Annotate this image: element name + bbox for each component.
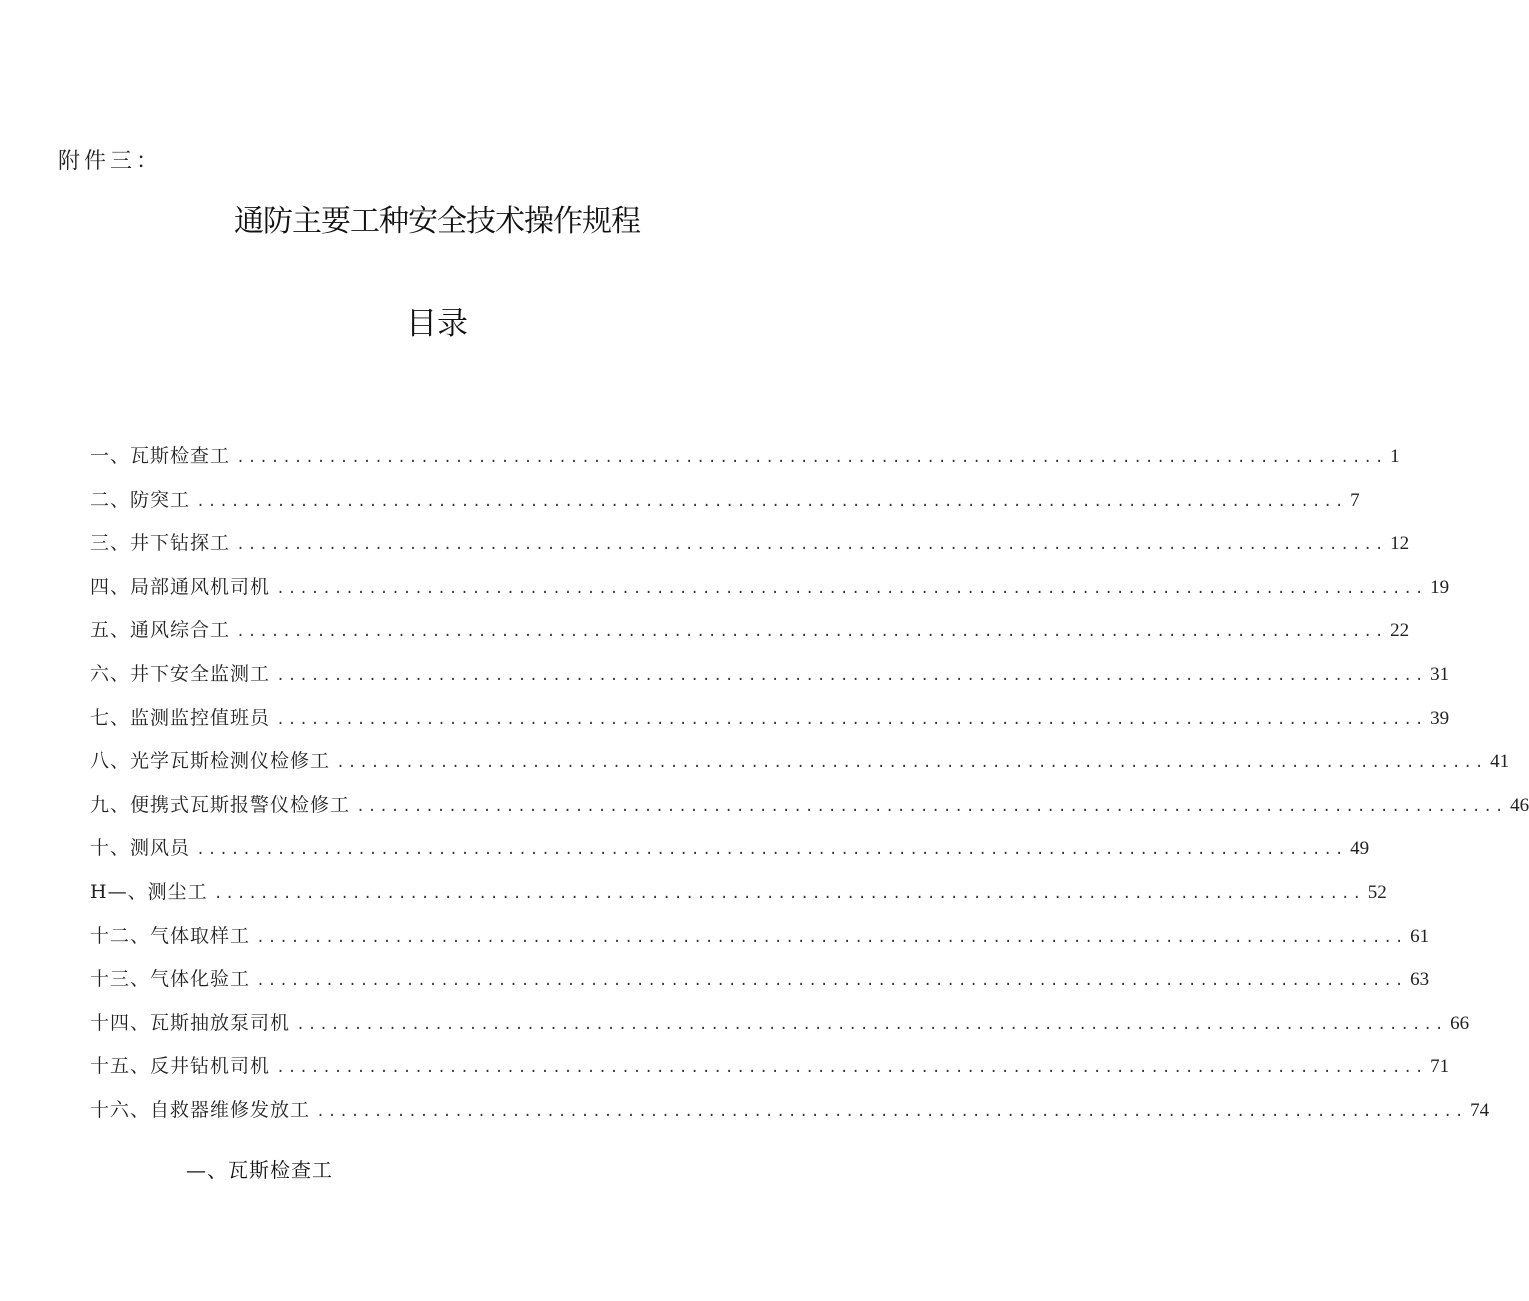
- toc-leader-dots: ....................................................................................................: [336, 755, 1487, 773]
- attachment-label: 附件三：: [58, 149, 163, 174]
- toc-entry[interactable]: [90, 921, 1430, 965]
- toc-leader-dots: ....................................................................................................: [236, 450, 1387, 467]
- toc-entry[interactable]: [90, 833, 1370, 877]
- toc-leader-dots: ....................................................................................................: [236, 624, 1387, 642]
- toc-entry-page: 66: [1450, 1012, 1470, 1034]
- toc-entry-label: 一、瓦斯检查工: [90, 445, 231, 467]
- toc-entry-page: 41: [1490, 751, 1510, 773]
- toc-entry-label: 五、通风综合工: [90, 619, 231, 642]
- toc-entry[interactable]: [90, 1095, 1490, 1139]
- toc-entry-page: 7: [1350, 489, 1360, 511]
- toc-leader-dots: ....................................................................................................: [356, 798, 1507, 816]
- toc-leader-dots: ....................................................................................................: [236, 537, 1387, 555]
- toc-entry-label: 六、井下安全监测工: [90, 662, 271, 685]
- toc-leader-dots: ....................................................................................................: [213, 885, 1364, 903]
- toc-entry[interactable]: [90, 572, 1450, 616]
- toc-entry[interactable]: [90, 703, 1450, 747]
- toc-entry-label: 十六、自救器维修发放工: [90, 1098, 311, 1121]
- toc-leader-dots: ....................................................................................................: [276, 667, 1427, 685]
- toc-entry-page: 1: [1390, 446, 1400, 467]
- toc-entry-label: 十二、气体取样工: [90, 924, 251, 947]
- toc-entry[interactable]: [90, 746, 1510, 790]
- toc-entry[interactable]: [90, 964, 1430, 1008]
- toc-entry-label: 七、监测监控值班员: [90, 706, 271, 729]
- toc-entry[interactable]: [90, 615, 1410, 659]
- toc-leader-dots: ....................................................................................................: [276, 580, 1427, 598]
- toc-entry-page: 39: [1430, 707, 1450, 729]
- toc-entry-page: 52: [1367, 881, 1387, 903]
- toc-entry-label: 十三、气体化验工: [90, 968, 251, 991]
- toc-entry-page: 61: [1410, 925, 1430, 947]
- toc-entry-page: 63: [1410, 969, 1430, 991]
- toc-entry[interactable]: [90, 1008, 1470, 1052]
- toc-entry[interactable]: [90, 528, 1410, 572]
- toc-entry-page: 19: [1430, 576, 1450, 598]
- toc-leader-dots: ....................................................................................................: [196, 842, 1347, 860]
- toc-entry-page: 22: [1390, 620, 1410, 642]
- toc-entry[interactable]: [90, 877, 1387, 921]
- toc-entry-page: 46: [1510, 794, 1529, 816]
- toc-entry-label: 十、测风员: [90, 837, 191, 860]
- toc-entry-page: 49: [1350, 838, 1370, 860]
- toc-entry-label: 三、井下钻探工: [90, 532, 231, 555]
- toc-entry-page: 74: [1470, 1099, 1490, 1121]
- toc-entry-label: 四、局部通风机司机: [90, 575, 271, 598]
- toc-leader-dots: ....................................................................................................: [276, 1060, 1427, 1078]
- toc-entry-page: 71: [1430, 1056, 1450, 1078]
- toc-entry[interactable]: [90, 790, 1529, 834]
- document-title: 通防主要工种安全技术操作规程: [234, 204, 640, 239]
- toc-leader-dots: ....................................................................................................: [196, 493, 1347, 511]
- toc-entry-page: 31: [1430, 663, 1450, 685]
- table-of-contents: [90, 441, 1529, 1139]
- toc-entry[interactable]: [90, 659, 1450, 703]
- toc-leader-dots: ....................................................................................................: [296, 1016, 1447, 1034]
- toc-heading: 目录: [406, 306, 468, 342]
- toc-entry[interactable]: [90, 441, 1400, 485]
- toc-entry-label: 十五、反井钻机司机: [90, 1055, 271, 1078]
- section-heading: —、瓦斯检查工: [186, 1158, 333, 1182]
- toc-leader-dots: ....................................................................................................: [256, 929, 1407, 947]
- toc-leader-dots: ....................................................................................................: [256, 973, 1407, 991]
- toc-entry-label: 八、光学瓦斯检测仪检修工: [90, 750, 331, 773]
- toc-entry-page: 12: [1390, 533, 1410, 555]
- toc-entry-label: 十四、瓦斯抽放泵司机: [90, 1011, 291, 1034]
- toc-leader-dots: ....................................................................................................: [316, 1103, 1467, 1121]
- toc-entry[interactable]: [90, 485, 1360, 529]
- toc-entry-label: 九、便携式瓦斯报警仪检修工: [90, 793, 351, 816]
- toc-leader-dots: ....................................................................................................: [276, 711, 1427, 729]
- toc-entry[interactable]: [90, 1051, 1450, 1095]
- toc-entry-label: 二、防突工: [90, 488, 191, 511]
- toc-entry-label: H—、测尘工: [90, 880, 208, 903]
